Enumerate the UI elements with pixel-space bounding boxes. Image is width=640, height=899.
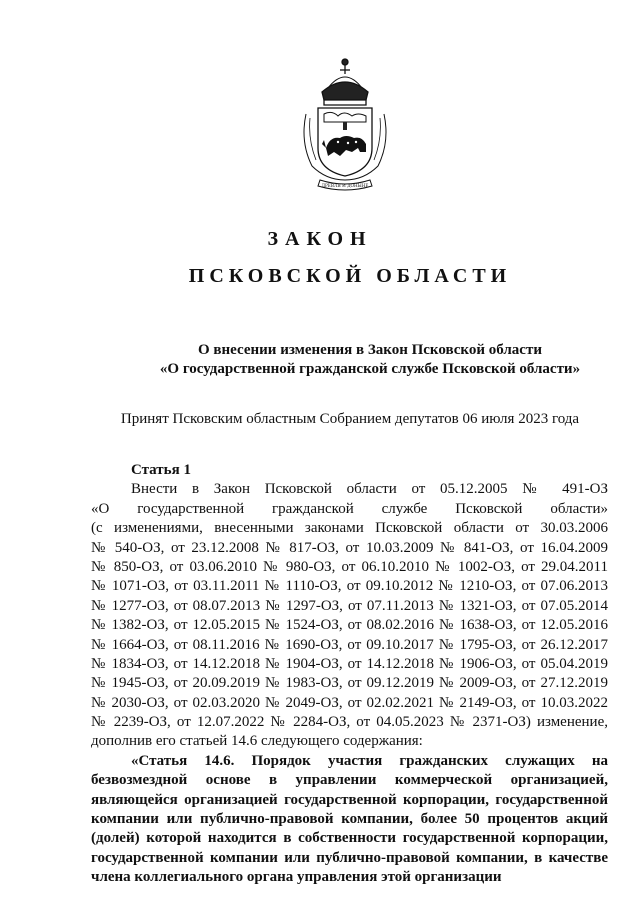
paragraph-line: № 1382-ОЗ, от 12.05.2015 № 1524-ОЗ, от 08.02.2016 № 1638-ОЗ, от 12.05.2016	[91, 617, 608, 634]
paragraph-line: № 1071-ОЗ, от 03.11.2011 № 1110-ОЗ, от 09.10.2012 № 1210-ОЗ, от 07.06.2013	[91, 578, 608, 595]
paragraph-line: дополнив его статьей 14.6 следующего содержания:	[91, 733, 423, 750]
paragraph-line: № 2239-ОЗ, от 12.07.2022 № 2284-ОЗ, от 04.05.2023 № 2371-ОЗ) изменение,	[91, 714, 608, 731]
paragraph-line: «О государственной гражданской службе Псковской области»	[91, 500, 608, 517]
quote-line: являющейся организацией государственной корпорации, государственной	[91, 791, 608, 808]
paragraph-line: № 850-ОЗ, от 03.06.2010 № 980-ОЗ, от 06.10.2010 № 1002-ОЗ, от 29.04.2011	[91, 558, 608, 575]
law-title: ЗАКОН	[267, 228, 373, 250]
adoption-statement: Принят Псковским областным Собранием депутатов 06 июля 2023 года	[120, 411, 580, 427]
law-body	[91, 461, 608, 888]
quote-line: (долей) которой находится в собственности государственной корпорации,	[91, 830, 608, 847]
quote-line: компании или публично-правовой компании, более 50 процентов акций	[91, 811, 608, 828]
paragraph-line: № 1277-ОЗ, от 08.07.2013 № 1297-ОЗ, от 07.11.2013 № 1321-ОЗ, от 07.05.2014	[91, 597, 608, 614]
law-subtitle: ПСКОВСКОЙ ОБЛАСТИ	[188, 265, 512, 287]
pskov-coat-of-arms-icon	[296, 52, 394, 192]
quote-line: «Статья 14.6. Порядок участия гражданских служащих на	[131, 752, 608, 769]
paragraph-line: Внести в Закон Псковской области от 05.12.2005 № 491-ОЗ	[131, 481, 608, 498]
quote-line: государственной компании или публично-правовой компании, в качестве	[91, 849, 608, 866]
paragraph-line: № 540-ОЗ, от 23.12.2008 № 817-ОЗ, от 10.03.2009 № 841-ОЗ, от 16.04.2009	[91, 539, 608, 556]
quote-line: безвозмездной основе в управлении коммерческой организацией,	[91, 772, 608, 789]
paragraph-line: № 1834-ОЗ, от 14.12.2018 № 1904-ОЗ, от 14.12.2018 № 1906-ОЗ, от 05.04.2019	[91, 655, 608, 672]
paragraph-line: № 1664-ОЗ, от 08.11.2016 № 1690-ОЗ, от 09.10.2017 № 1795-ОЗ, от 26.12.2017	[91, 636, 608, 653]
paragraph-line: (с изменениями, внесенными законами Псковской области от 30.03.2006	[91, 520, 608, 537]
paragraph-line: № 2030-ОЗ, от 02.03.2020 № 2049-ОЗ, от 02.02.2021 № 2149-ОЗ, от 10.03.2022	[91, 694, 608, 711]
heading-line: О внесении изменения в Закон Псковской области	[198, 342, 542, 358]
article-label: Статья 1	[131, 462, 191, 478]
heading-line: «О государственной гражданской службе Псковской области»	[159, 361, 581, 377]
law-heading	[0, 341, 640, 379]
paragraph-line: № 1945-ОЗ, от 20.09.2019 № 1983-ОЗ, от 09.12.2019 № 2009-ОЗ, от 27.12.2019	[91, 675, 608, 692]
quote-line: члена коллегиального органа управления этой организации	[91, 869, 502, 886]
emblem-motto: ДРЕВЛЯ И ДОНЫНЕ	[321, 183, 369, 188]
